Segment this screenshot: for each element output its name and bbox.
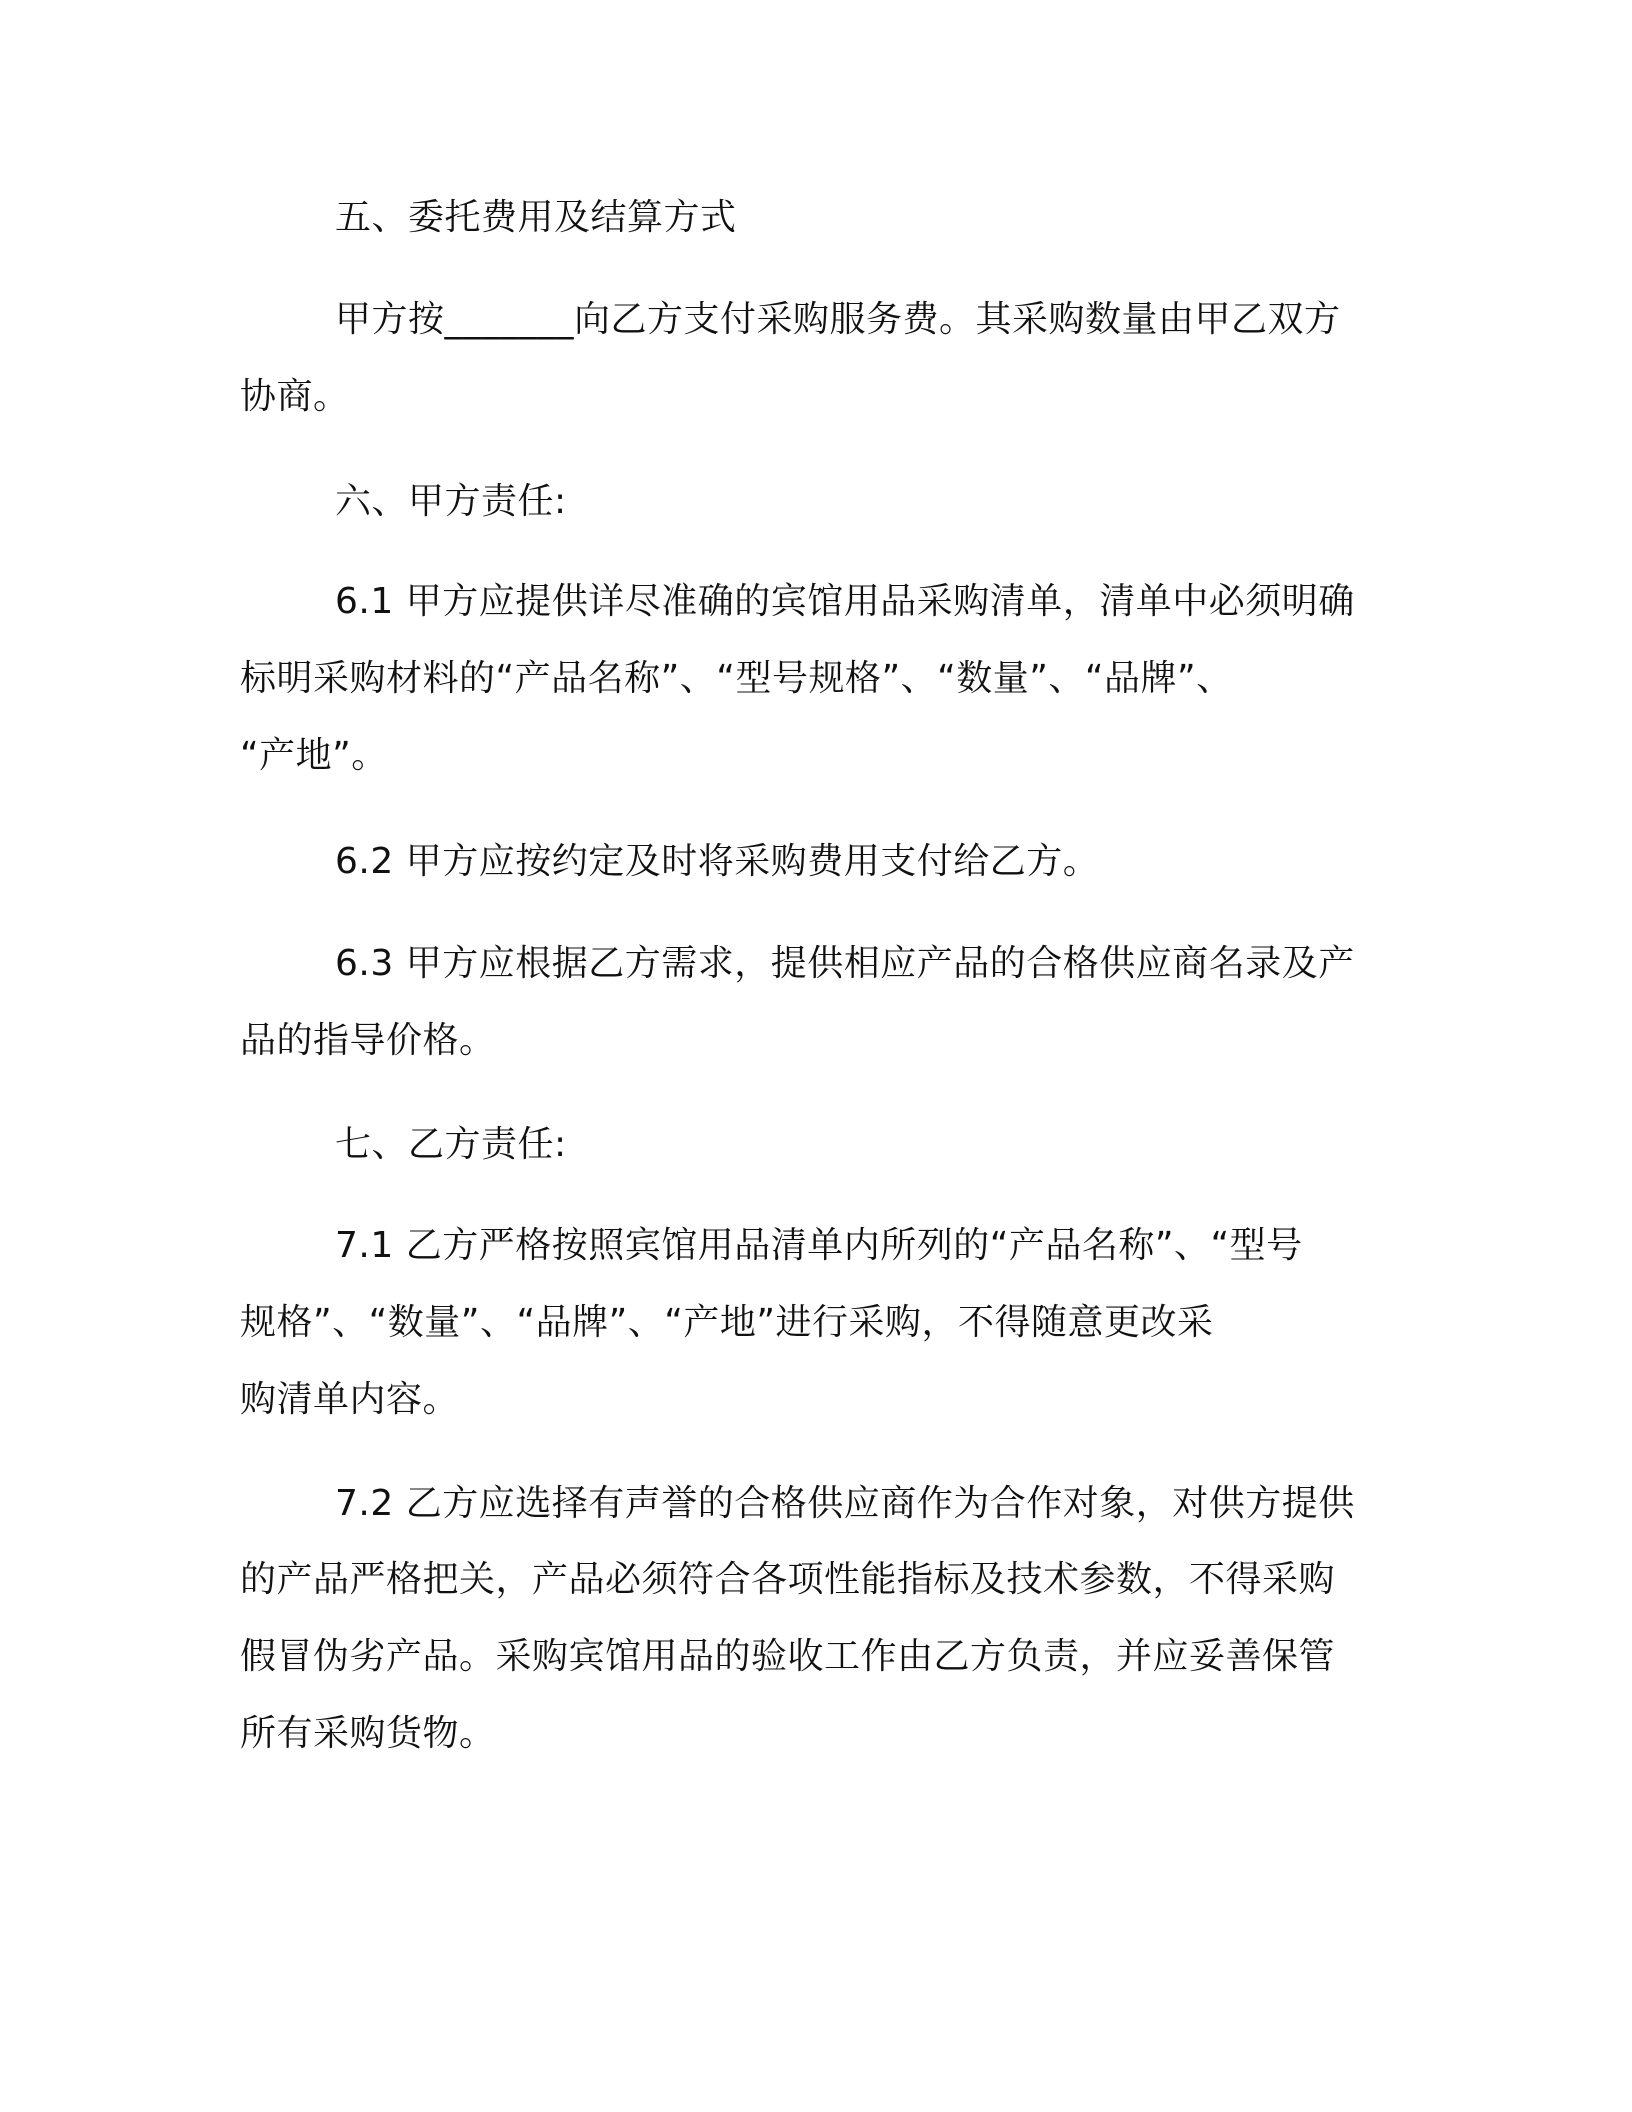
paragraph-line: 6.1 甲方应提供详尽准确的宾馆用品采购清单，清单中必须明确 bbox=[335, 581, 1355, 622]
section-heading-7: 七、乙方责任: bbox=[335, 1124, 567, 1165]
section-heading-6: 六、甲方责任: bbox=[335, 481, 567, 522]
paragraph-line: 规格”、“数量”、“品牌”、“产地”进行采购，不得随意更改采 bbox=[240, 1302, 1214, 1343]
paragraph-line: 协商。 bbox=[240, 376, 350, 417]
paragraph-line: 的产品严格把关，产品必须符合各项性能指标及技术参数，不得采购 bbox=[240, 1559, 1336, 1600]
paragraph-line: 7.2 乙方应选择有声誉的合格供应商作为合作对象，对供方提供 bbox=[335, 1483, 1355, 1524]
paragraph-line: 品的指导价格。 bbox=[240, 1020, 496, 1061]
paragraph-line: 6.2 甲方应按约定及时将采购费用支付给乙方。 bbox=[335, 841, 1100, 882]
paragraph-line: 标明采购材料的“产品名称”、“型号规格”、“数量”、“品牌”、 bbox=[240, 658, 1233, 699]
paragraph-line: 7.1 乙方严格按照宾馆用品清单内所列的“产品名称”、“型号 bbox=[335, 1225, 1303, 1266]
paragraph-line: 所有采购货物。 bbox=[240, 1713, 496, 1754]
paragraph-line: “产地”。 bbox=[240, 735, 388, 776]
section-heading-5: 五、委托费用及结算方式 bbox=[335, 197, 737, 238]
paragraph-line: 购清单内容。 bbox=[240, 1379, 460, 1420]
paragraph-line: 假冒伪劣产品。采购宾馆用品的验收工作由乙方负责，并应妥善保管 bbox=[240, 1636, 1336, 1677]
paragraph-line: 甲方按_______向乙方支付采购服务费。其采购数量由甲乙双方 bbox=[335, 299, 1341, 340]
paragraph-line: 6.3 甲方应根据乙方需求，提供相应产品的合格供应商名录及产 bbox=[335, 943, 1355, 984]
